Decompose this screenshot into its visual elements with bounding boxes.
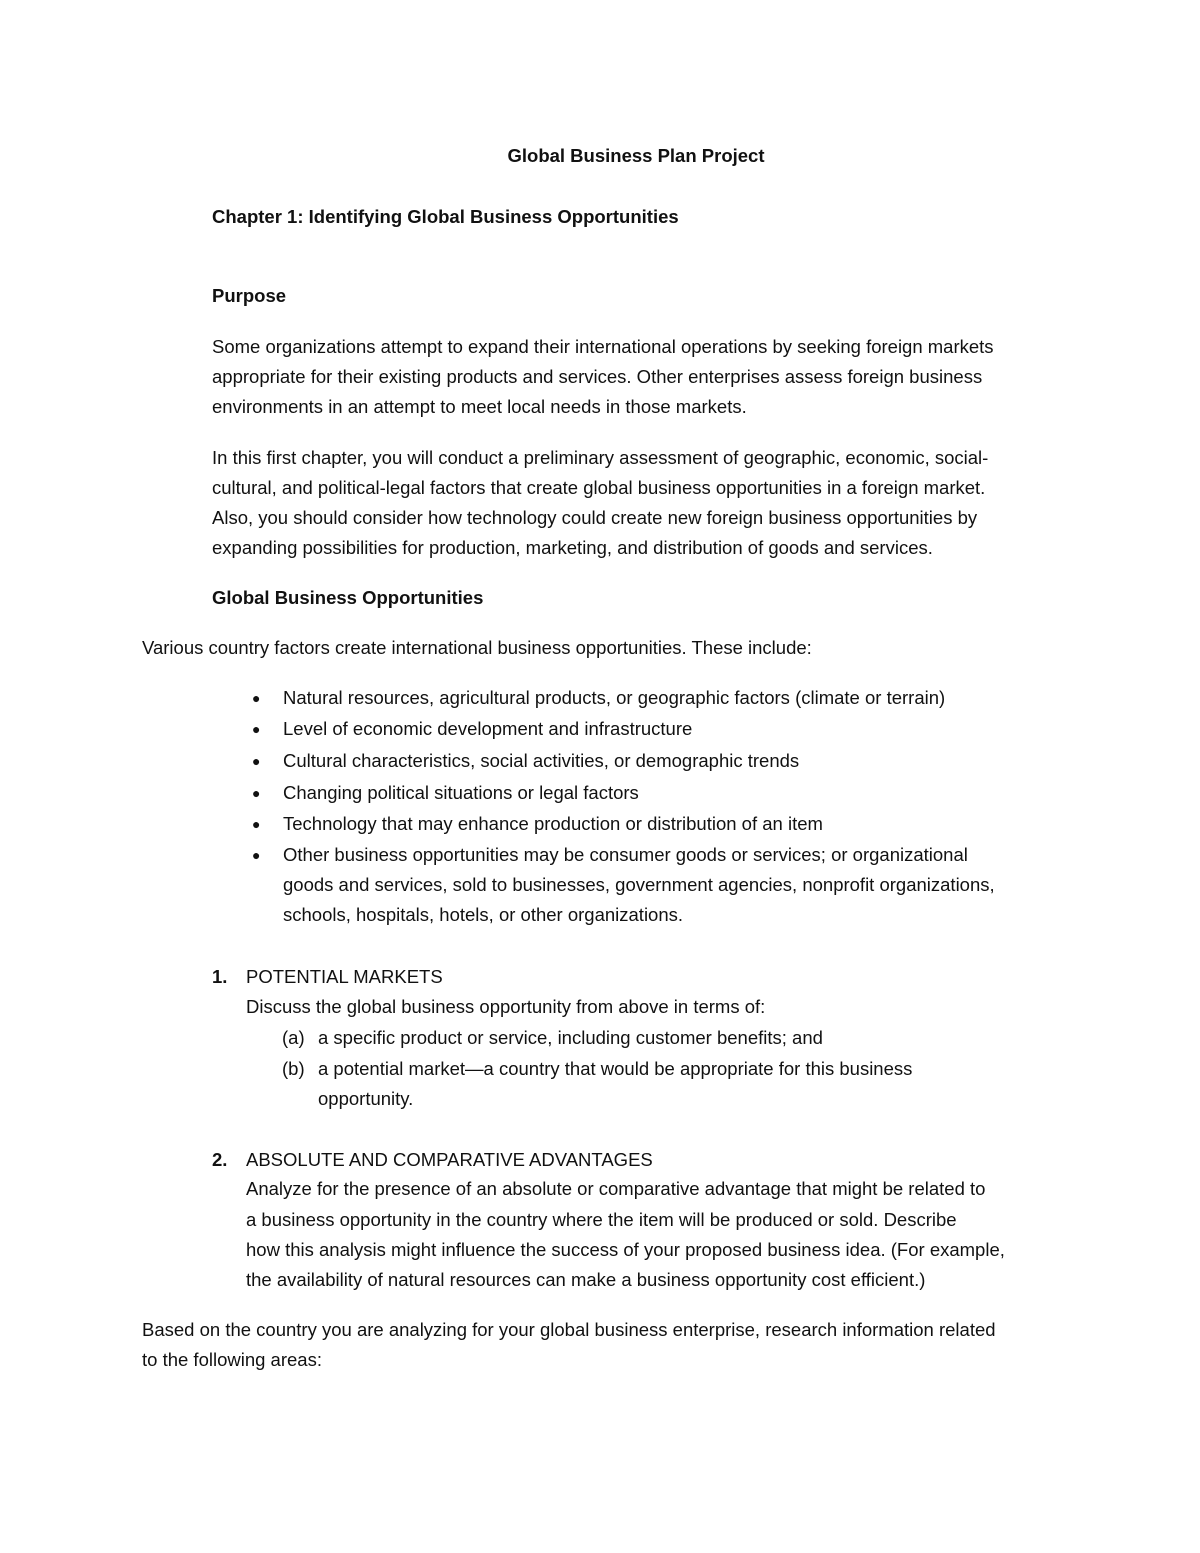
purpose-paragraph-2-line: Also, you should consider how technology could create new foreign business opportunities by <box>212 507 978 528</box>
bullet-icon: ● <box>252 690 261 706</box>
section-1-intro: Discuss the global business opportunity from above in terms of: <box>246 996 766 1017</box>
bullet-item-continued: goods and services, sold to businesses, government agencies, nonprofit organizations, <box>283 874 995 895</box>
section-2-line: the availability of natural resources can make a business opportunity cost efficient.) <box>246 1269 926 1290</box>
purpose-heading: Purpose <box>212 285 287 306</box>
bullet-item-continued: schools, hospitals, hotels, or other organizations. <box>283 904 684 925</box>
section-1-item-b-label: (b) <box>282 1058 305 1079</box>
bullet-item: Natural resources, agricultural products, or geographic factors (climate or terrain) <box>283 687 946 708</box>
purpose-paragraph-2-line: cultural, and political-legal factors that create global business opportunities in a foreign market. <box>212 477 986 498</box>
bullet-item: Technology that may enhance production or distribution of an item <box>283 813 823 834</box>
section-2-line: Analyze for the presence of an absolute or comparative advantage that might be related to <box>246 1178 986 1199</box>
section-1-heading: POTENTIAL MARKETS <box>246 966 443 987</box>
bullet-item: Other business opportunities may be consumer goods or services; or organizational <box>283 844 968 865</box>
bullet-item: Cultural characteristics, social activities, or demographic trends <box>283 750 800 771</box>
purpose-paragraph-1-line: Some organizations attempt to expand their international operations by seeking foreign markets <box>212 336 994 357</box>
section-1-item-a-label: (a) <box>282 1027 305 1048</box>
section-2-line: how this analysis might influence the success of your proposed business idea. (For example, <box>246 1239 1005 1260</box>
document-title: Global Business Plan Project <box>507 145 765 166</box>
section-1-number: 1. <box>212 966 228 987</box>
section-1-item-b-text: a potential market—a country that would be appropriate for this business <box>318 1058 913 1079</box>
section-1-item-b-text-continued: opportunity. <box>318 1088 414 1109</box>
section-2-number: 2. <box>212 1149 228 1170</box>
bullet-icon: ● <box>252 816 261 832</box>
bullet-icon: ● <box>252 847 261 863</box>
purpose-paragraph-1-line: appropriate for their existing products and services. Other enterprises assess foreign business <box>212 366 983 387</box>
bullet-item: Level of economic development and infrastructure <box>283 718 693 739</box>
section-1-item-a-text: a specific product or service, including customer benefits; and <box>318 1027 823 1048</box>
chapter-heading: Chapter 1: Identifying Global Business Opportunities <box>212 206 679 227</box>
bullet-icon: ● <box>252 721 261 737</box>
opportunities-heading: Global Business Opportunities <box>212 587 484 608</box>
closing-paragraph-line: to the following areas: <box>142 1349 322 1370</box>
bullet-icon: ● <box>252 785 261 801</box>
opportunities-intro: Various country factors create international business opportunities. These include: <box>142 637 812 658</box>
closing-paragraph-line: Based on the country you are analyzing for your global business enterprise, research information related <box>142 1319 996 1340</box>
purpose-paragraph-2-line: expanding possibilities for production, marketing, and distribution of goods and services. <box>212 537 933 558</box>
bullet-item: Changing political situations or legal factors <box>283 782 639 803</box>
purpose-paragraph-1-line: environments in an attempt to meet local needs in those markets. <box>212 396 747 417</box>
purpose-paragraph-2-line: In this first chapter, you will conduct a preliminary assessment of geographic, economic, social- <box>212 447 989 468</box>
section-2-line: a business opportunity in the country where the item will be produced or sold. Describe <box>246 1209 957 1230</box>
section-2-heading: ABSOLUTE AND COMPARATIVE ADVANTAGES <box>246 1149 653 1170</box>
bullet-icon: ● <box>252 753 261 769</box>
